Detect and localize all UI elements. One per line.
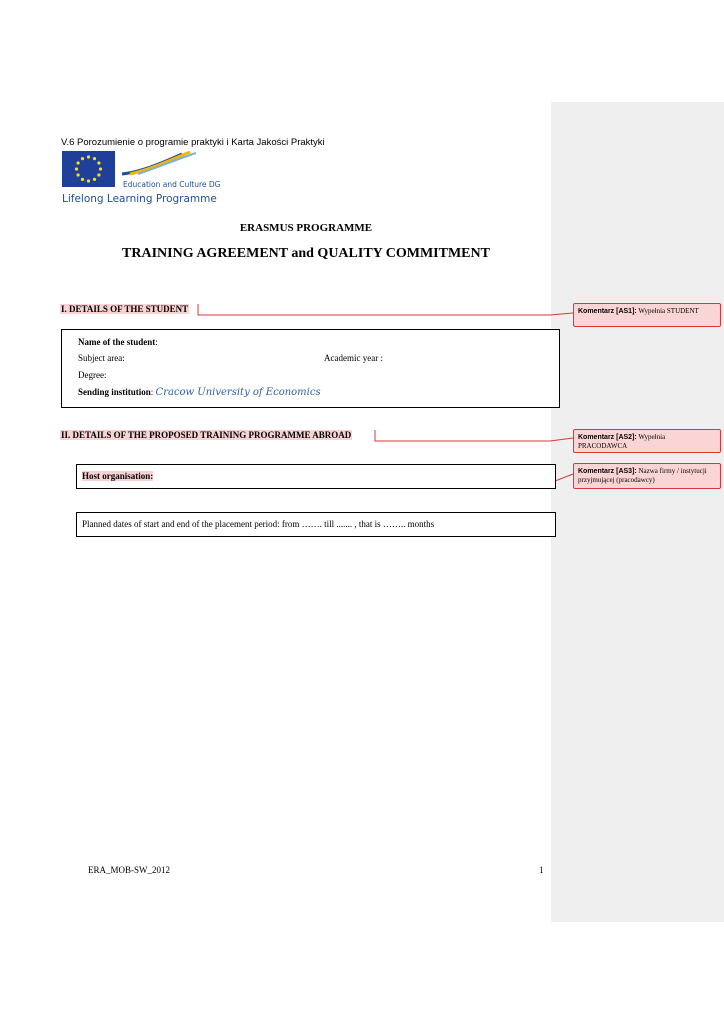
- degree-label: Degree:: [78, 370, 107, 380]
- programme-heading: ERASMUS PROGRAMME: [239, 222, 373, 234]
- comment-as2[interactable]: [573, 429, 721, 453]
- sending-institution-label: Sending institution: [78, 387, 151, 397]
- document-header: V.6 Porozumienie o programie praktyki i Karta Jakości Praktyki: [61, 137, 325, 148]
- host-organisation-colon: :: [150, 471, 154, 481]
- placement-dates-text: Planned dates of start and end of the placement period: from ……. till ....... , that is …….. months: [82, 519, 435, 529]
- subject-area-label: Subject area:: [78, 353, 125, 363]
- section-student-heading: I. DETAILS OF THE STUDENT: [61, 304, 189, 314]
- document-title: TRAINING AGREEMENT and QUALITY COMMITMENT: [122, 246, 490, 261]
- footer-code: ERA_MOB-SW_2012: [88, 865, 171, 875]
- student-name-label: Name of the student: [78, 337, 156, 347]
- student-name-colon: :: [155, 337, 158, 347]
- student-details-box: [61, 329, 560, 408]
- sending-institution-value: Cracow University of Economics: [155, 387, 321, 398]
- student-name-row: [78, 337, 158, 347]
- comment-as1[interactable]: [573, 303, 721, 327]
- page-number: 1: [539, 865, 544, 875]
- comment-as3[interactable]: [573, 463, 721, 489]
- placement-dates-box: [76, 512, 556, 537]
- sending-institution-row: [78, 387, 321, 398]
- host-organisation-label: Host organisation: [82, 471, 151, 481]
- host-organisation-box: [76, 464, 556, 489]
- sending-institution-colon: :: [150, 387, 154, 397]
- comment-as2-label: Komentarz [AS2]:: [578, 434, 637, 441]
- section-training-heading: II. DETAILS OF THE PROPOSED TRAINING PROGRAMME ABROAD: [61, 430, 352, 440]
- academic-year-label: Academic year :: [324, 353, 383, 363]
- host-organisation-label-wrap: [82, 471, 153, 481]
- comment-as1-label: Komentarz [AS1]:: [578, 308, 637, 315]
- comment-as2-text: Wypełnia PRACODAWCA: [578, 433, 666, 451]
- comment-as3-text: Nazwa firmy / instytucji przyjmującej (pracodawcy): [578, 467, 707, 485]
- comment-as3-label: Komentarz [AS3]:: [578, 468, 637, 475]
- education-culture-label: Education and Culture DG: [123, 180, 221, 189]
- lifelong-learning-logo: Lifelong Learning Programme: [62, 193, 217, 205]
- comment-as1-text: Wypełnia STUDENT: [638, 307, 699, 315]
